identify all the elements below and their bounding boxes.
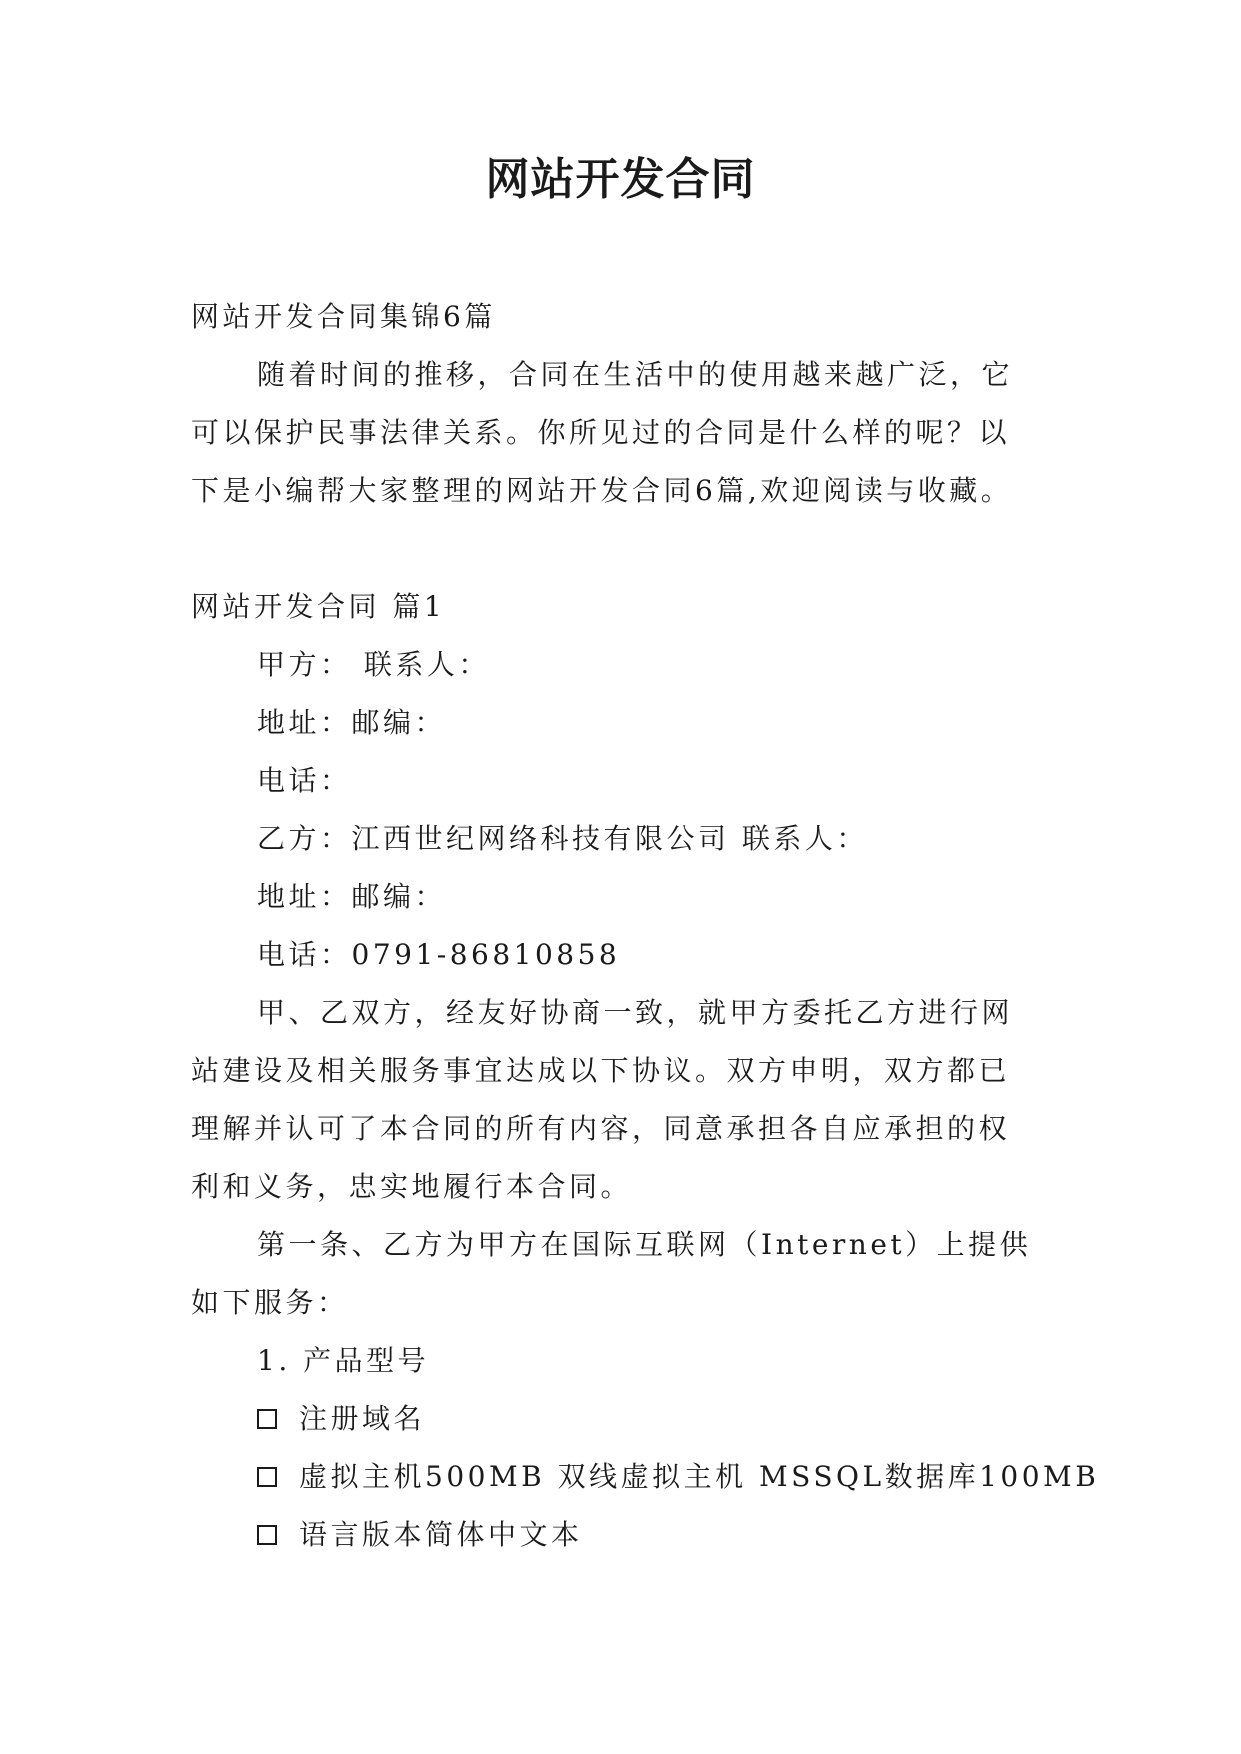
intro-line: 可以保护民事法律关系。你所见过的合同是什么样的呢？以 <box>191 416 1011 449</box>
checkbox-icon <box>257 1467 277 1487</box>
checklist-item-label: 语言版本简体中文本 <box>299 1518 583 1551</box>
checklist-item-label: 注册域名 <box>299 1402 426 1435</box>
party-b-contact: 乙方：江西世纪网络科技有限公司 联系人： <box>257 822 868 855</box>
spacer <box>191 520 1055 578</box>
intro-line: 随着时间的推移，合同在生活中的使用越来越广泛，它 <box>257 358 1014 391</box>
article-one-line: 第一条、乙方为甲方在国际互联网（Internet）上提供 <box>257 1228 1032 1261</box>
checklist-item <box>191 1506 1055 1564</box>
party-b-phone: 电话：0791-86810858 <box>257 938 621 971</box>
agreement-line: 甲、乙双方，经友好协商一致，就甲方委托乙方进行网 <box>257 996 1014 1029</box>
section-heading: 网站开发合同 篇1 <box>191 590 446 623</box>
checklist-item <box>191 1448 1100 1506</box>
intro-line: 下是小编帮大家整理的网站开发合同6篇,欢迎阅读与收藏。 <box>191 474 1013 507</box>
product-label: 1. 产品型号 <box>257 1344 430 1377</box>
party-a-address: 地址：邮编： <box>257 706 447 739</box>
party-a-phone: 电话： <box>257 764 352 797</box>
document-title: 网站开发合同 <box>485 154 756 205</box>
checklist-item <box>191 1390 1055 1448</box>
checklist-item-label: 虚拟主机500MB 双线虚拟主机 MSSQL数据库100MB <box>299 1460 1100 1493</box>
agreement-line: 利和义务，忠实地履行本合同。 <box>191 1170 633 1203</box>
article-one-line: 如下服务： <box>191 1286 349 1319</box>
agreement-line: 理解并认可了本合同的所有内容，同意承担各自应承担的权 <box>191 1112 1011 1145</box>
party-a-contact: 甲方： 联系人： <box>257 648 490 681</box>
party-b-address: 地址：邮编： <box>257 880 447 913</box>
checkbox-icon <box>257 1525 277 1545</box>
collection-heading: 网站开发合同集锦6篇 <box>191 300 496 333</box>
checkbox-icon <box>257 1409 277 1429</box>
document-body <box>191 288 1100 1564</box>
agreement-line: 站建设及相关服务事宜达成以下协议。双方申明，双方都已 <box>191 1054 1011 1087</box>
